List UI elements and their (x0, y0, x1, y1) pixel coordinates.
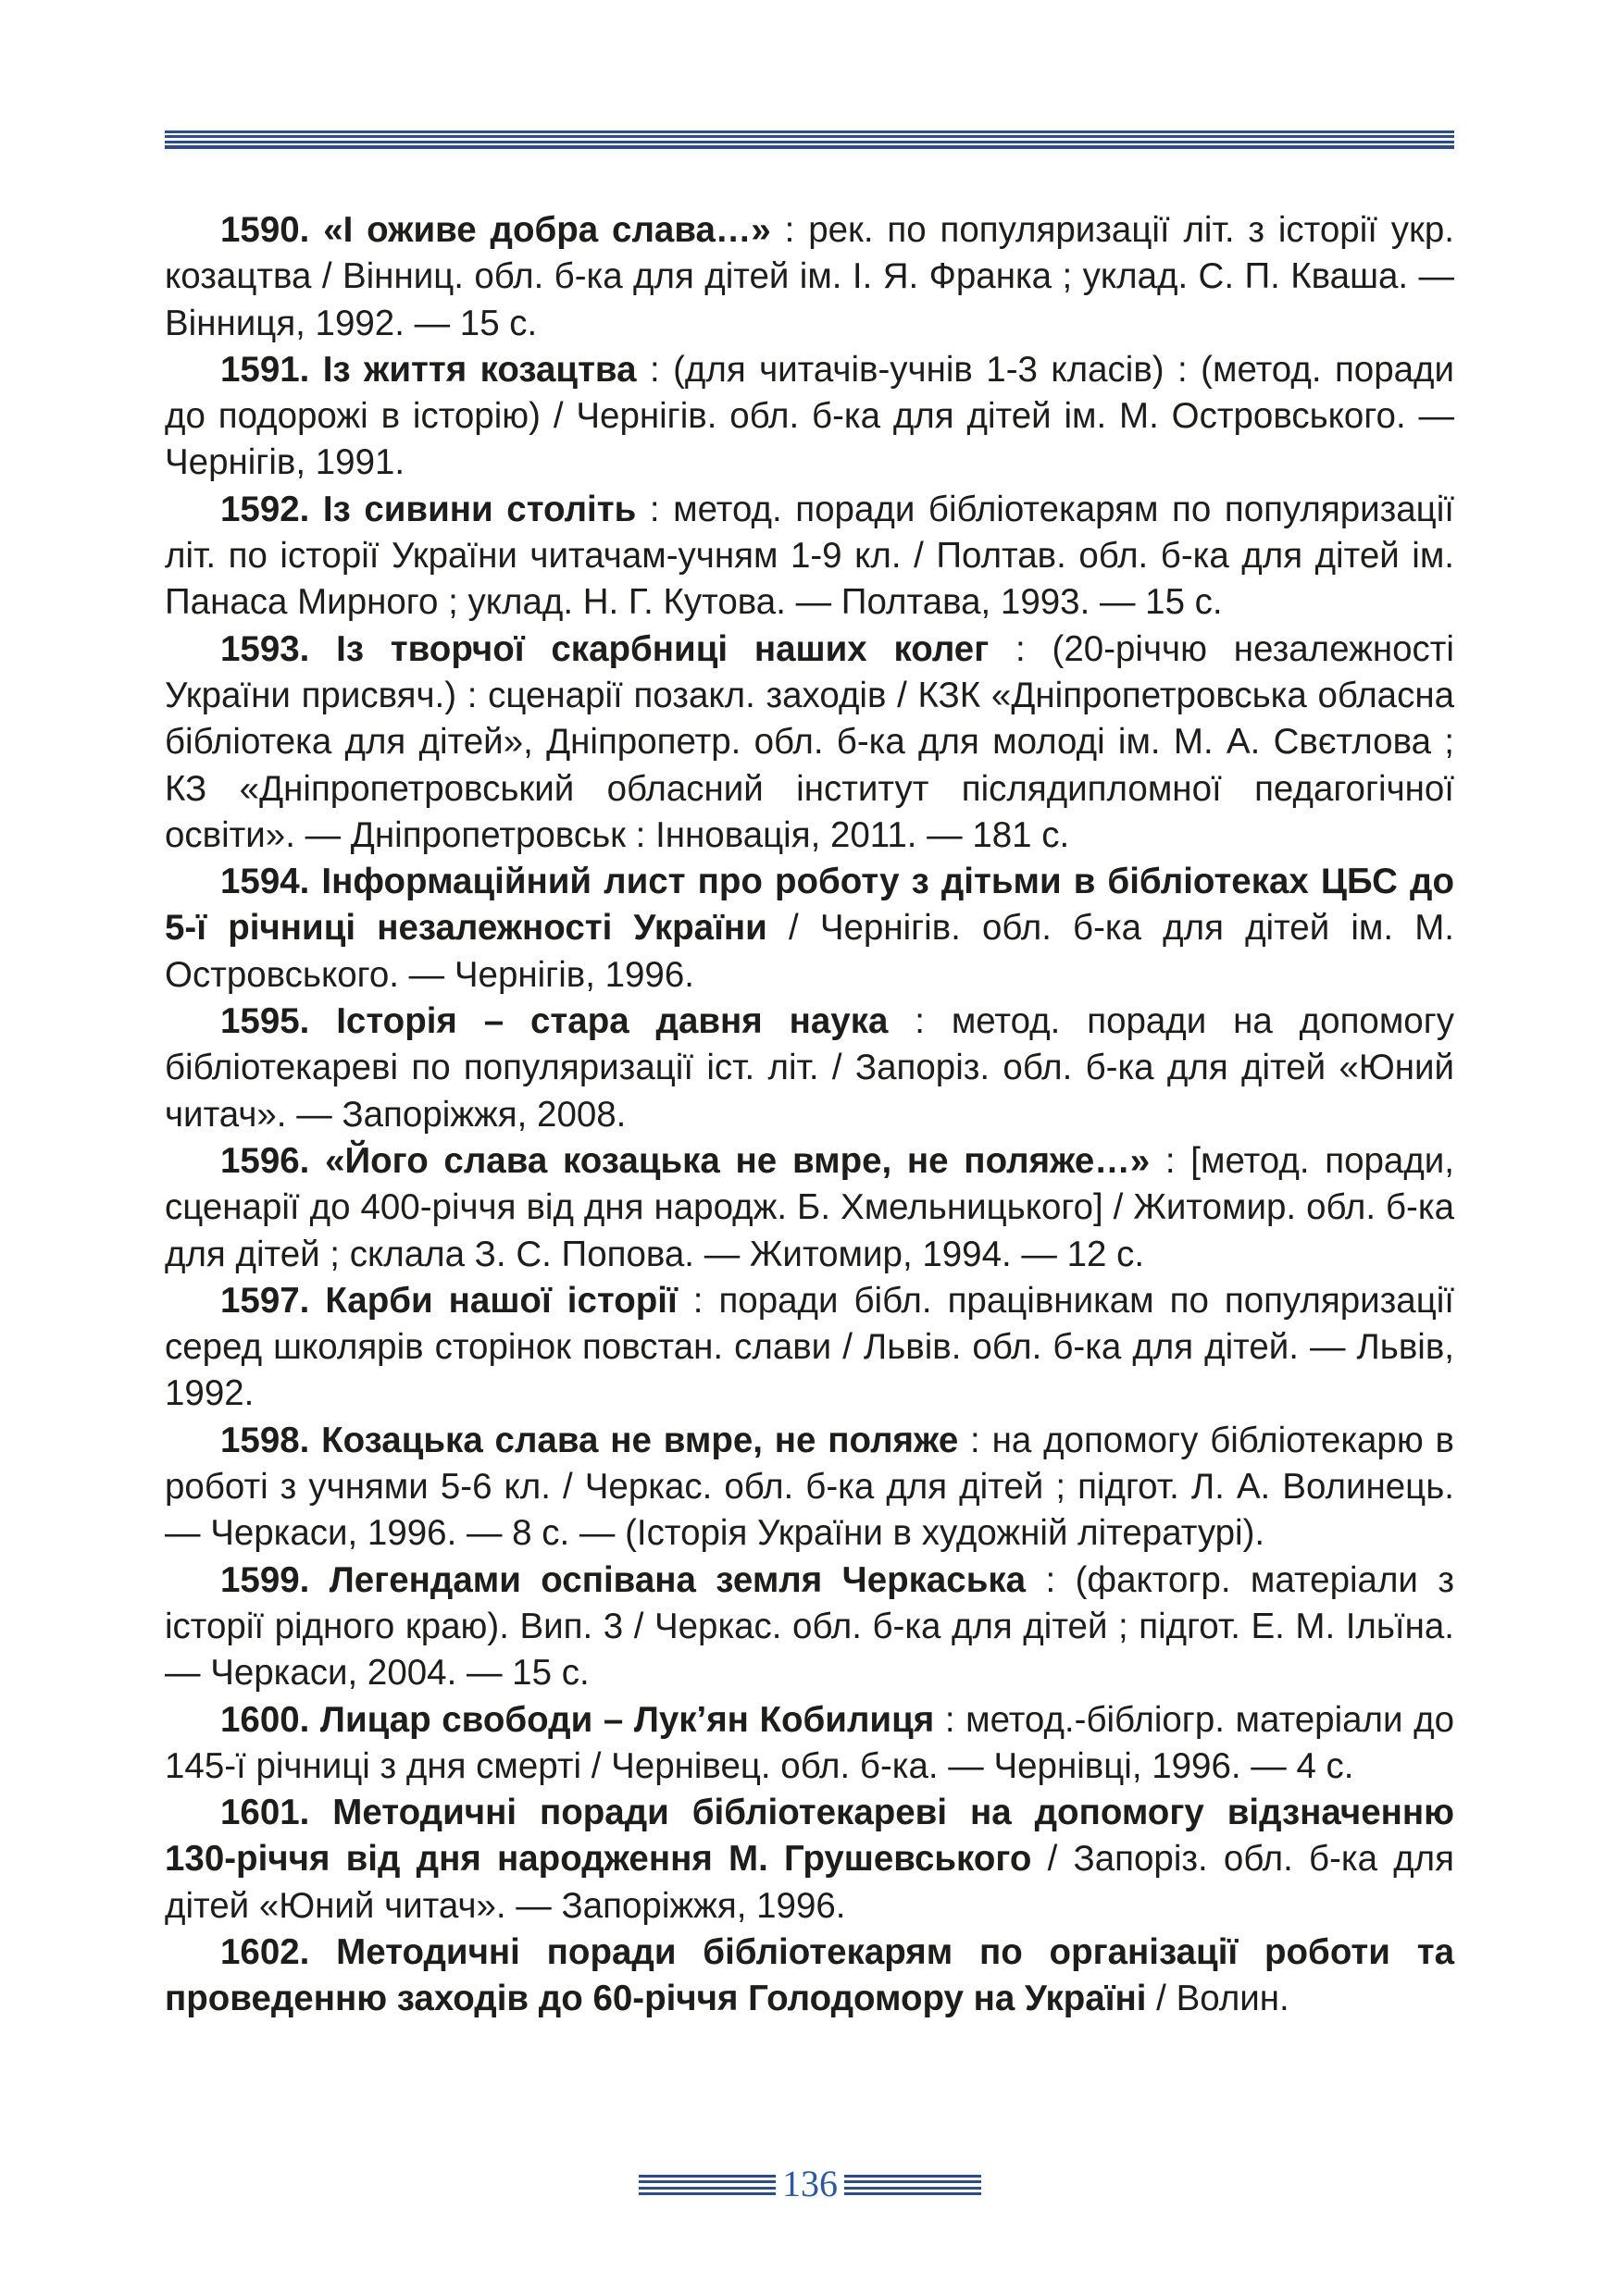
entry-details: : на допомогу бібліотекарю в роботі з учнями 5-6 кл. / Черкас. обл. б-ка для дітей ; підгот. Л. А. Волинець. — Черкаси, 1996. — 8 с. — (Історія України в художній літературі). (165, 1420, 1454, 1554)
entry-1593 (165, 627, 1454, 859)
entry-title: 1597. Карби нашої історії (220, 1280, 678, 1321)
entry-1592 (165, 487, 1454, 627)
entry-title: 1598. Козацька слава не вмре, не поляже (220, 1420, 959, 1460)
entry-title: 1600. Лицар свободи – Лук’ян Кобилиця (220, 1699, 935, 1740)
entry-title: 1599. Легендами оспівана земля Черкаська (220, 1559, 1027, 1600)
entry-1600 (165, 1697, 1454, 1791)
entry-title: 1602. Методичні поради бібліотекарям по організації роботи та проведенню заходів до 60-річчя Голодомору на Україні (165, 1931, 1454, 2019)
entry-1596 (165, 1138, 1454, 1278)
entry-1598 (165, 1418, 1454, 1558)
entry-1590 (165, 207, 1454, 347)
entry-1595 (165, 999, 1454, 1138)
entry-1597 (165, 1278, 1454, 1418)
entry-details: : (фактогр. матеріали з історії рідного краю). Вип. 3 / Черкас. обл. б-ка для дітей ; підгот. Е. М. Ільїна. — Черкаси, 2004. — 15 с. (165, 1559, 1454, 1694)
top-rule (165, 130, 1454, 149)
entry-title: 1595. Історія – стара давня наука (220, 1001, 889, 1042)
entry-details: : [метод. поради, сценарії до 400-річчя від дня народж. Б. Хмельницького] / Житомир. обл. б-ка для дітей ; склала З. С. Попова. — Житомир, 1994. — 12 с. (165, 1140, 1455, 1274)
entry-details: / Чернігів. обл. б-ка для дітей ім. М. Островського. — Чернігів, 1996. (165, 908, 1454, 995)
entry-details: : (20-річчю незалежності України присвяч.) : сценарії позакл. заходів / КЗК «Дніпропетровська обласна бібліотека для дітей», Дніпропетр. обл. б-ка для молоді ім. М. А. Свєтлова ; КЗ «Дніпропетровський обласний інститут післядипломної педагогічної освіти». — Дніпропетровськ : Інновація, 2011. — 181 с. (165, 628, 1454, 855)
footer-rule-left (639, 2175, 776, 2195)
entry-1602 (165, 1930, 1454, 2023)
footer-rule-right (844, 2175, 981, 2195)
entry-title: 1594. Інформаційний лист про роботу з дітьми в бібліотеках ЦБС до 5-ї річниці незалежності України (165, 862, 1454, 949)
entry-1601 (165, 1790, 1454, 1930)
entry-details: / Запоріз. обл. б-ка для дітей «Юний читач». — Запоріжжя, 1996. (165, 1839, 1454, 1926)
entry-details: : рек. по популяризації літ. з історії укр. козацтва / Вінниц. обл. б-ка для дітей ім. І. Я. Франка ; уклад. С. П. Кваша. — Вінниця, 1992. — 15 с. (165, 210, 1455, 343)
page-footer (639, 2163, 981, 2208)
entry-details: : (для читачів-учнів 1-3 класів) : (метод. поради до подорожі в історію) / Чернігів. обл. б-ка для дітей ім. М. Островського. — Чернігів, 1991. (165, 349, 1454, 483)
entry-details: / Волин. (1146, 1979, 1289, 2019)
entry-details: : поради бібл. працівникам по популяризації серед школярів сторінок повстан. слави / Львів. обл. б-ка для дітей. — Львів, 1992. (165, 1280, 1454, 1414)
entry-title: 1592. Із сивини століть (220, 489, 637, 529)
entry-1599 (165, 1558, 1454, 1697)
entry-details: : метод. поради бібліотекарям по популяризації літ. по історії України читачам-учням 1-9 кл. / Полтав. обл. б-ка для дітей ім. Панаса Мирного ; уклад. Н. Г. Кутова. — Полтава, 1993. — 15 с. (165, 489, 1454, 623)
entry-title: 1596. «Його слава козацька не вмре, не поляже…» (220, 1140, 1151, 1181)
entry-details: : метод.-бібліогр. матеріали до 145-ї річниці з дня смерті / Чернівец. обл. б-ка. — Чернівці, 1996. — 4 с. (165, 1699, 1454, 1786)
page-number: 136 (782, 2163, 838, 2204)
entry-details: : метод. поради на допомогу бібліотекареві по популяризації іст. літ. / Запоріз. обл. б-ка для дітей «Юний читач». — Запоріжжя, 2008. (165, 1001, 1454, 1135)
bibliography-list (165, 207, 1454, 2023)
entry-1591 (165, 347, 1454, 487)
entry-1594 (165, 859, 1454, 999)
entry-title: 1590. «І оживе добра слава…» (220, 210, 771, 250)
entry-title: 1601. Методичні поради бібліотекареві на допомогу відзначенню 130-річчя від дня народження М. Грушевського (165, 1793, 1454, 1880)
entry-title: 1593. Із творчої скарбниці наших колег (220, 628, 990, 669)
entry-title: 1591. Із життя козацтва (220, 349, 637, 390)
